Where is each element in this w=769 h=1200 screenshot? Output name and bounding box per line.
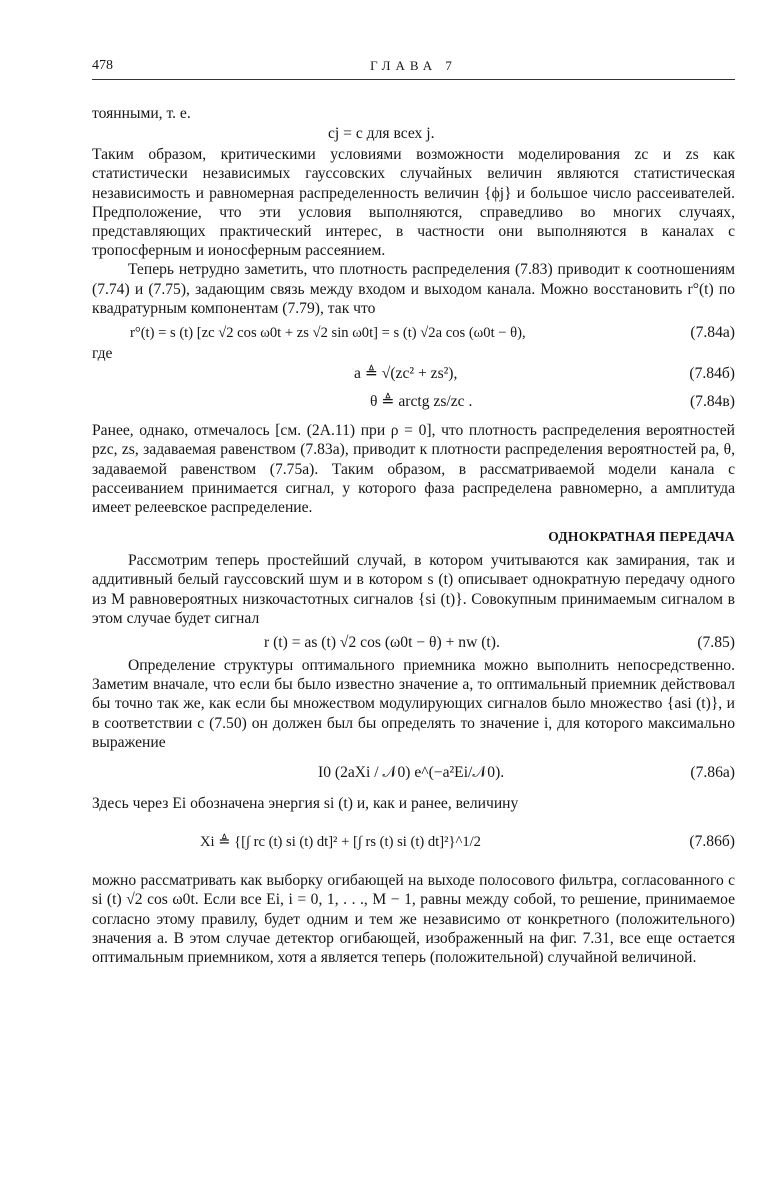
chapter-title: ГЛАВА 7 [370,58,457,73]
equation-786b [92,813,735,871]
paragraph-where: где [92,345,113,363]
book-page [92,58,735,967]
paragraph-5: Рассмотрим теперь простейший случай, в котором учитываются как замирания, так и аддитивный белый гауссовский шум и в котором s (t) описывает однократную передачу одного из M равновероятных низкочастотных сигналов {si (t)}. Совокупным принимаемым сигналом в этом случае будет сигнал [92,552,735,627]
equation-785 [92,632,735,654]
equation-786a-label: (7.86а) [690,764,735,782]
equation-785-text: r (t) = as (t) √2 cos (ω0t − θ) + nw (t). [264,634,500,652]
paragraph-8: можно рассматривать как выборку огибающей на выходе полосового фильтра, согласованного с si (t) √2 cos ω0t. Если все Ei, i = 0, 1, . . ., M − 1, равны между собой, то решение, принимаемое согласно этому правилу, будет одним и тем же независимо от конкретного (положительного) значения a. В этом случае детектор огибающей, изображенный на фиг. 7.31, все еще остается оптимальным приемником, хотя a является теперь (положительной) случайной величиной. [92,872,735,967]
equation-784v [92,391,735,413]
equation-784v-text: θ ≜ arctg zs/zc . [370,393,473,411]
equation-786a-text: I0 (2aXi / 𝒩0) e^(−a²Ei/𝒩0). [318,764,505,782]
equation-784b-text: a ≜ √(zc² + zs²), [354,365,458,383]
paragraph-6: Определение структуры оптимального приемника можно выполнить непосредственно. Заметим вначале, что если бы было известно значение a, то оптимальный приемник действовал бы точно так же, как если бы множеством модулирующих сигналов было множество {asi (t)}, и в соответствии с (7.50) он должен был бы определять то значение i, для которого максимально выражение [92,657,735,751]
paragraph-2: Таким образом, критическими условиями возможности моделирования zc и zs как статистически независимых гауссовских случайных величин являются статистическая независимость и равномерная распределенность величин {ϕj} и большое число рассеивателей. Предположение, что эти условия выполняются, справедливо во многих случаях, представляющих практический интерес, в частности они выполняются в каналах с тропосферным и ионосферным рассеянием. [92,146,735,260]
paragraph-7: Здесь через Ei обозначена энергия si (t) и, как и ранее, величину [92,795,519,813]
equation-cj [92,123,735,145]
paragraph-1: тоянными, т. е. [92,105,191,122]
equation-784a-label: (7.84а) [690,324,735,342]
equation-784v-label: (7.84в) [689,393,735,411]
equation-786a [92,756,735,790]
equation-784b-label: (7.84б) [689,365,735,383]
equation-786b-text: Xi ≜ {[∫ rc (t) si (t) dt]² + [∫ rs (t) si (t) dt]²}^1/2 [200,834,481,851]
equation-784b [92,363,735,385]
header-rule [92,79,735,80]
equation-784a [92,322,735,344]
equation-785-label: (7.85) [697,634,735,652]
section-title: ОДНОКРАТНАЯ ПЕРЕДАЧА [548,529,735,545]
equation-786b-label: (7.86б) [689,833,735,851]
equation-cj-text: cj = c для всех j. [328,125,435,143]
page-number: 478 [92,58,113,73]
running-header [92,58,735,78]
equation-784a-text: r°(t) = s (t) [zc √2 cos ω0t + zs √2 sin ω0t] = s (t) √2a cos (ω0t − θ), [130,325,526,342]
paragraph-3: Теперь нетрудно заметить, что плотность распределения (7.83) приводит к соотношениям (7.74) и (7.75), задающим связь между входом и выходом канала. Можно восстановить r°(t) по квадратурным компонентам (7.79), так что [92,261,735,317]
paragraph-4: Ранее, однако, отмечалось [см. (2А.11) при ρ = 0], что плотность распределения вероятностей pzc, zs, задаваемая равенством (7.83а), приводит к плотности распределения вероятностей pa, θ, задаваемой равенством (7.75а). Таким образом, в рассматриваемой модели канала с рассеиванием принимается сигнал, у которого фаза распределена равномерно, а амплитуда имеет релеевское распределение. [92,422,735,517]
